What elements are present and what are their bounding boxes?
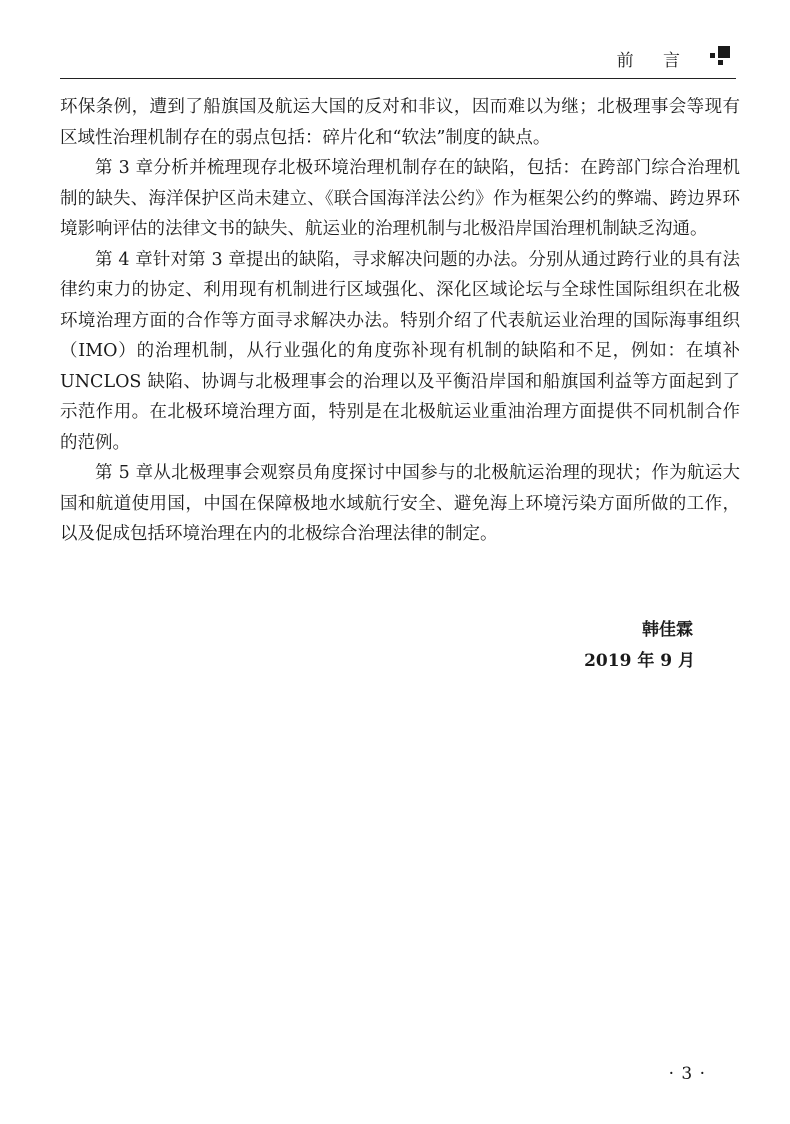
body-text — [60, 92, 740, 550]
running-title: 前 言 — [616, 51, 692, 71]
author-name: 韩佳霖 — [642, 620, 693, 640]
page-number: · 3 · — [668, 1064, 706, 1084]
paragraph: 第 3 章分析并梳理现存北极环境治理机制存在的缺陷，包括：在跨部门综合治理机制的缺失、海洋保护区尚未建立、《联合国海洋法公约》作为框架公约的弊端、跨边界环境影响评估的法律文书的缺失、航运业的治理机制与北极沿岸国治理机制缺乏沟通。 — [60, 158, 740, 239]
signature-block — [584, 615, 695, 677]
square-ornament-icon — [710, 44, 734, 68]
page-header — [60, 38, 736, 79]
paragraph: 环保条例，遭到了船旗国及航运大国的反对和非议，因而难以为继；北极理事会等现有区域性治理机制存在的弱点包括：碎片化和“软法”制度的缺点。 — [60, 97, 740, 148]
date: 2019 年 9 月 — [584, 651, 695, 671]
paragraph: 第 4 章针对第 3 章提出的缺陷，寻求解决问题的办法。分别从通过跨行业的具有法律约束力的协定、利用现有机制进行区域强化、深化区域论坛与全球性国际组织在北极环境治理方面的合作等方面寻求解决办法。特别介绍了代表航运业治理的国际海事组织（IMO）的治理机制，从行业强化的角度弥补现有机制的缺陷和不足，例如：在填补 UNCLOS 缺陷、协调与北极理事会的治理以及平衡沿岸国和船旗国利益等方面起到了示范作用。在北极环境治理方面，特别是在北极航运业重油治理方面提供不同机制合作的范例。 — [60, 249, 740, 453]
paragraph: 第 5 章从北极理事会观察员角度探讨中国参与的北极航运治理的现状；作为航运大国和航道使用国，中国在保障极地水域航行安全、避免海上环境污染方面所做的工作，以及促成包括环境治理在内的北极综合治理法律的制定。 — [60, 463, 740, 544]
